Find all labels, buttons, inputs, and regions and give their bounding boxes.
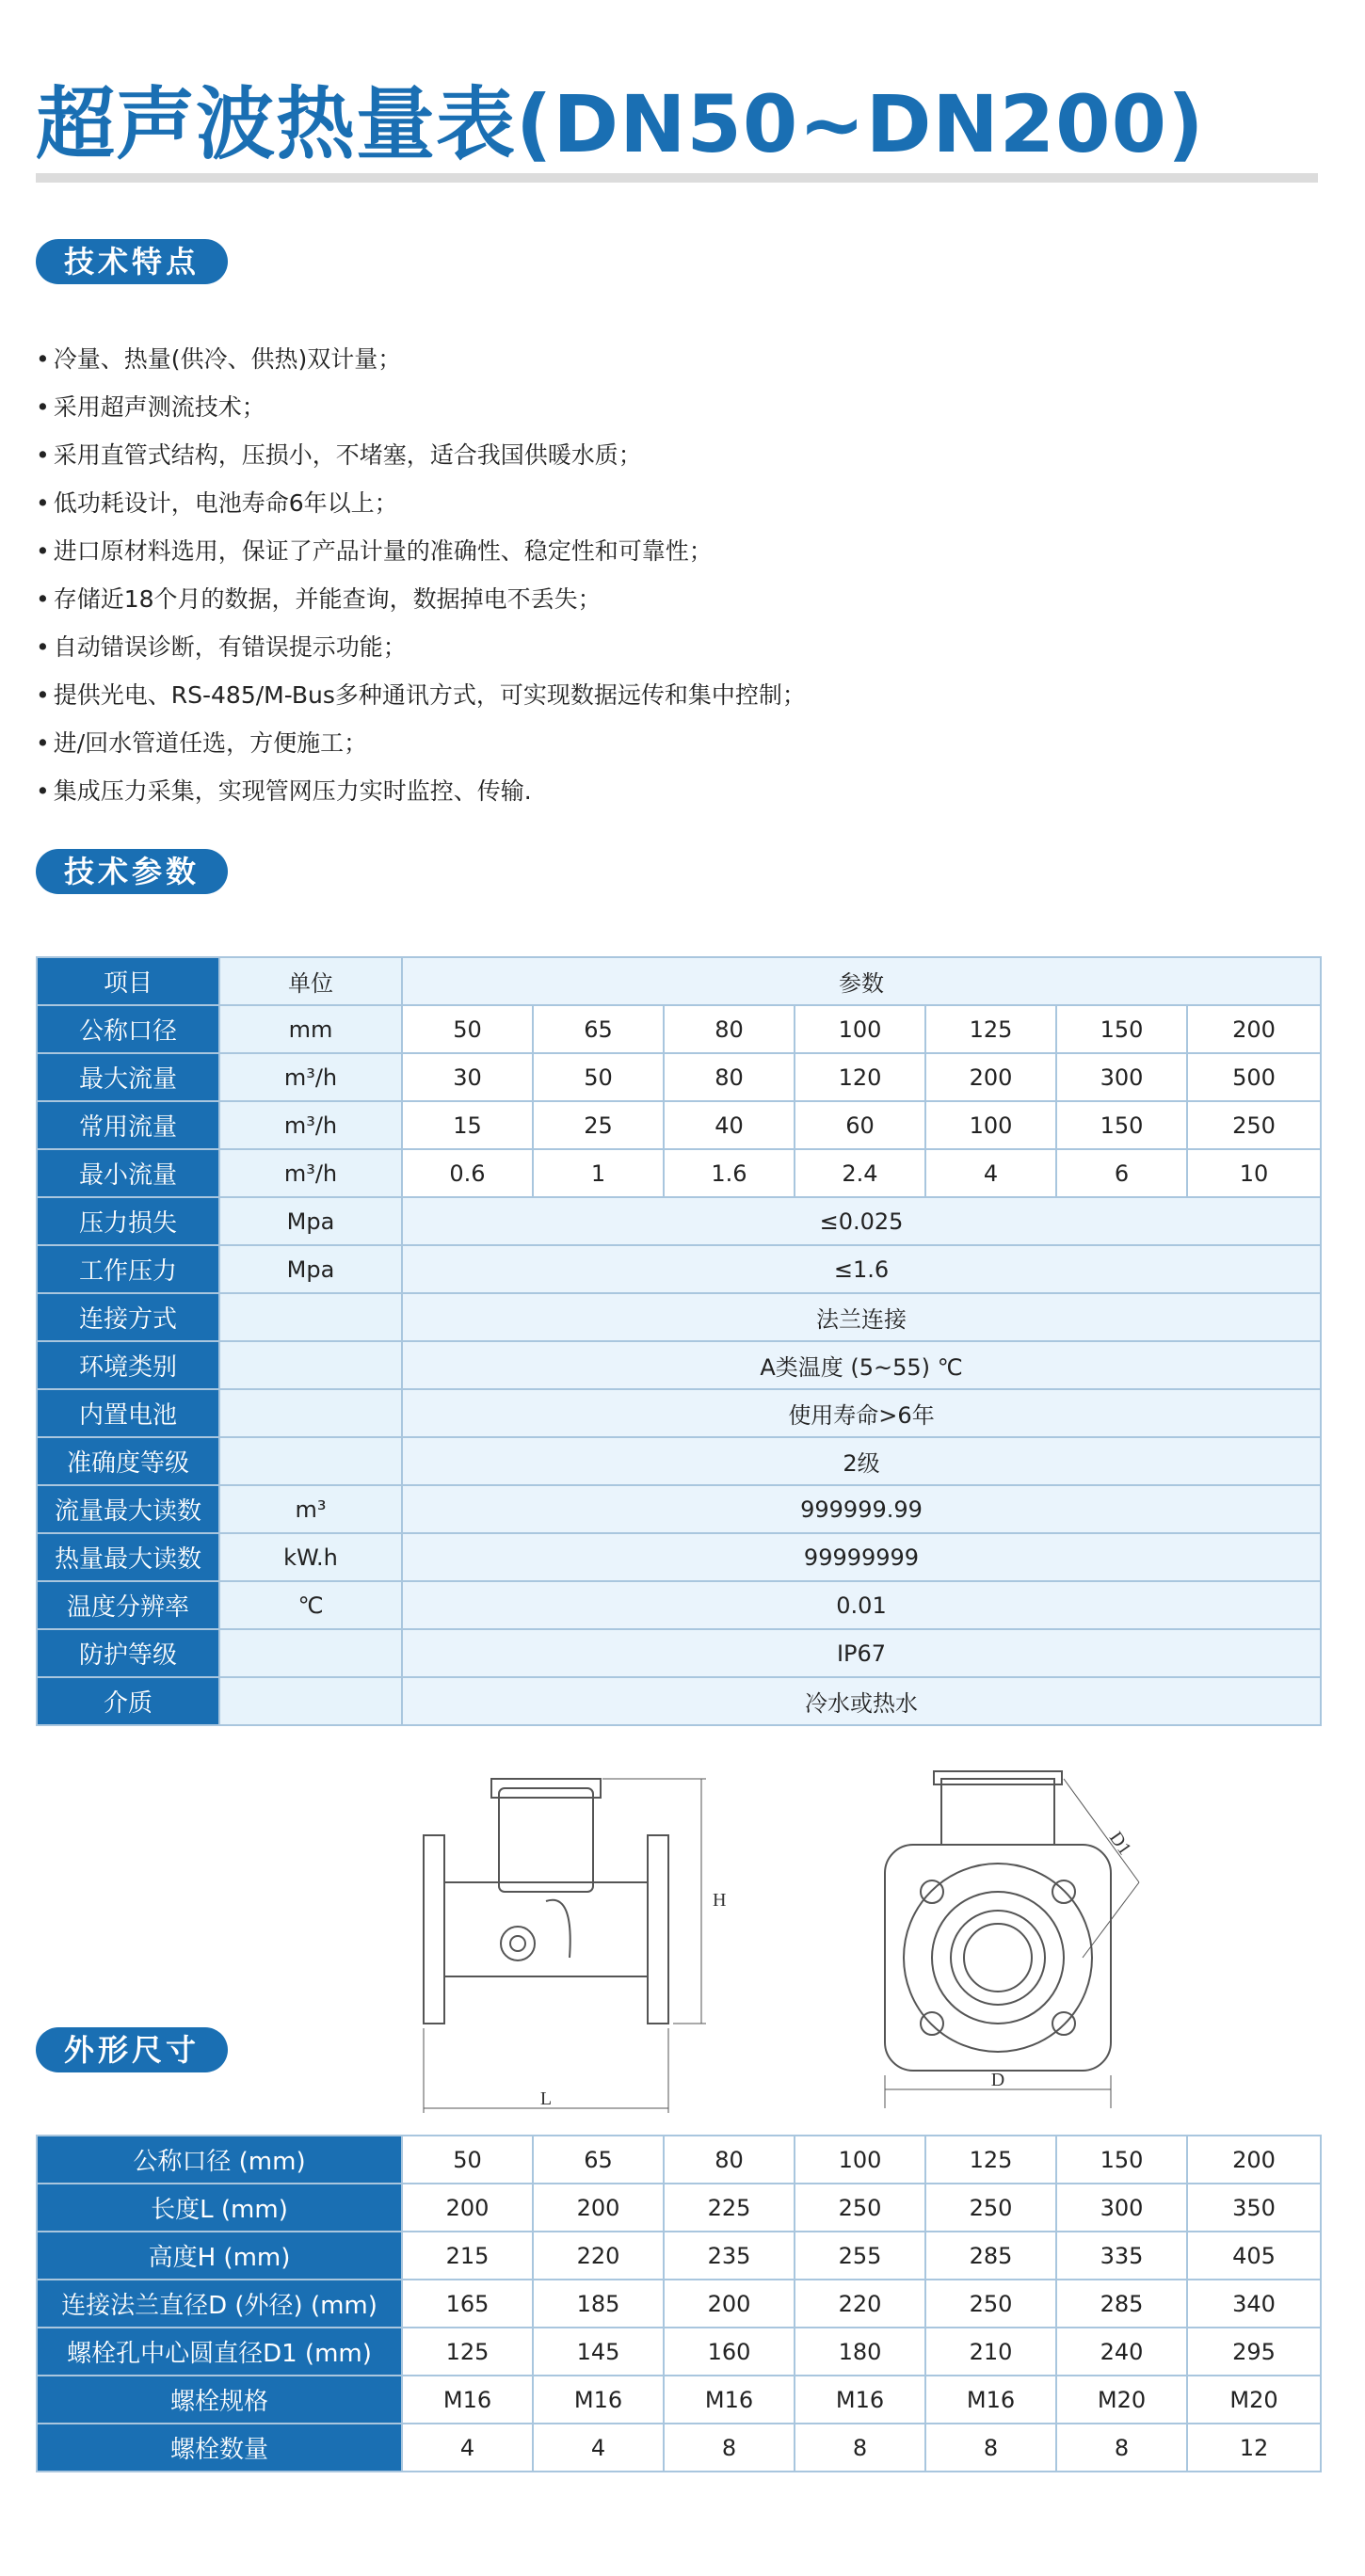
dimension-cell: 4 (402, 2424, 533, 2472)
spec-row-unit (219, 1437, 402, 1485)
dimension-cell: 210 (925, 2328, 1056, 2376)
dimension-row-name: 螺栓孔中心圆直径D1 (mm) (37, 2328, 402, 2376)
dimension-cell: 215 (402, 2232, 533, 2280)
spec-cell: 40 (664, 1101, 795, 1149)
spec-row (37, 1245, 1321, 1293)
spec-row (37, 1389, 1321, 1437)
spec-row-unit (219, 1293, 402, 1341)
dimension-cell: 335 (1056, 2232, 1187, 2280)
spec-cell: 60 (795, 1101, 925, 1149)
spec-cell: 100 (795, 1005, 925, 1053)
dimension-cell: 240 (1056, 2328, 1187, 2376)
dimension-cell: M16 (533, 2376, 664, 2424)
dimension-table (36, 2135, 1322, 2472)
spec-cell: 150 (1056, 1101, 1187, 1149)
dimension-row (37, 2184, 1321, 2232)
spec-row-unit: m³/h (219, 1149, 402, 1197)
dimension-cell: 200 (402, 2184, 533, 2232)
spec-row (37, 1485, 1321, 1533)
dimension-cell: 220 (795, 2280, 925, 2328)
feature-item: • 冷量、热量(供冷、供热)双计量； (36, 335, 806, 383)
dimension-cell: 250 (795, 2184, 925, 2232)
spec-row (37, 1053, 1321, 1101)
dimension-cell: 150 (1056, 2136, 1187, 2184)
spec-table (36, 956, 1322, 1726)
spec-header-unit: 单位 (219, 957, 402, 1005)
spec-cell: 80 (664, 1053, 795, 1101)
spec-cell: 65 (533, 1005, 664, 1053)
spec-cell: 使用寿命>6年 (402, 1389, 1321, 1437)
dimension-cell: 295 (1187, 2328, 1321, 2376)
dimension-cell: 350 (1187, 2184, 1321, 2232)
spec-cell: 2级 (402, 1437, 1321, 1485)
feature-item: • 存储近18个月的数据，并能查询，数据掉电不丢失； (36, 575, 806, 623)
dimension-cell: 200 (1187, 2136, 1321, 2184)
spec-cell: 15 (402, 1101, 533, 1149)
dimension-cell: 125 (925, 2136, 1056, 2184)
dimension-cell: M16 (402, 2376, 533, 2424)
spec-cell: A类温度 (5~55) ℃ (402, 1341, 1321, 1389)
drawing-label-D: D (990, 2070, 1005, 2090)
dimension-row (37, 2280, 1321, 2328)
spec-cell: 500 (1187, 1053, 1321, 1101)
dimension-row (37, 2376, 1321, 2424)
feature-item: • 集成压力采集，实现管网压力实时监控、传输. (36, 767, 806, 815)
spec-row-unit: m³/h (219, 1053, 402, 1101)
spec-row-unit: ℃ (219, 1581, 402, 1629)
dimension-row (37, 2328, 1321, 2376)
spec-row-name: 压力损失 (37, 1197, 219, 1245)
spec-cell: 50 (402, 1005, 533, 1053)
dimension-cell: M16 (795, 2376, 925, 2424)
spec-header-item: 项目 (37, 957, 219, 1005)
spec-cell: 125 (925, 1005, 1056, 1053)
spec-cell: ≤0.025 (402, 1197, 1321, 1245)
drawing-label-D1: D1 (1104, 1828, 1135, 1859)
dimension-cell: M20 (1187, 2376, 1321, 2424)
spec-row-name: 介质 (37, 1677, 219, 1725)
spec-row-unit (219, 1677, 402, 1725)
spec-row-unit (219, 1629, 402, 1677)
spec-row (37, 1149, 1321, 1197)
spec-cell: 50 (533, 1053, 664, 1101)
feature-item: • 采用超声测流技术； (36, 383, 806, 431)
spec-cell: 冷水或热水 (402, 1677, 1321, 1725)
dimension-row (37, 2136, 1321, 2184)
dimension-cell: 12 (1187, 2424, 1321, 2472)
section-params-heading: 技术参数 (36, 849, 228, 894)
spec-cell: 200 (925, 1053, 1056, 1101)
spec-row-name: 最大流量 (37, 1053, 219, 1101)
dimension-cell: 8 (1056, 2424, 1187, 2472)
dimension-cell: 100 (795, 2136, 925, 2184)
feature-list (36, 335, 806, 815)
dimension-cell: M16 (925, 2376, 1056, 2424)
section-features-heading: 技术特点 (36, 239, 228, 284)
feature-item: • 提供光电、RS-485/M-Bus多种通讯方式，可实现数据远传和集中控制； (36, 671, 806, 719)
spec-row-name: 内置电池 (37, 1389, 219, 1437)
dimension-cell: 225 (664, 2184, 795, 2232)
dimension-row-name: 长度L (mm) (37, 2184, 402, 2232)
dimension-cell: 185 (533, 2280, 664, 2328)
spec-row-unit: Mpa (219, 1197, 402, 1245)
dimension-cell: 180 (795, 2328, 925, 2376)
dimension-cell: M16 (664, 2376, 795, 2424)
dimension-cell: 8 (795, 2424, 925, 2472)
drawing-label-H: H (713, 1890, 727, 1911)
dimension-cell: 285 (925, 2232, 1056, 2280)
spec-cell: 1 (533, 1149, 664, 1197)
spec-row (37, 1629, 1321, 1677)
feature-item: • 进/回水管道任选，方便施工； (36, 719, 806, 767)
dimension-cell: 235 (664, 2232, 795, 2280)
spec-row-name: 常用流量 (37, 1101, 219, 1149)
spec-row (37, 1533, 1321, 1581)
section-dimensions-heading: 外形尺寸 (36, 2027, 228, 2072)
spec-row-name: 连接方式 (37, 1293, 219, 1341)
spec-cell: 法兰连接 (402, 1293, 1321, 1341)
spec-cell: 10 (1187, 1149, 1321, 1197)
dimension-cell: 200 (533, 2184, 664, 2232)
dimension-cell: 255 (795, 2232, 925, 2280)
dimension-row-name: 螺栓规格 (37, 2376, 402, 2424)
feature-item: • 采用直管式结构，压损小，不堵塞，适合我国供暖水质； (36, 431, 806, 479)
dimension-cell: 300 (1056, 2184, 1187, 2232)
spec-row-name: 最小流量 (37, 1149, 219, 1197)
page-title: 超声波热量表(DN50~DN200) (36, 78, 1205, 170)
spec-row-name: 流量最大读数 (37, 1485, 219, 1533)
spec-row (37, 1341, 1321, 1389)
spec-cell: 30 (402, 1053, 533, 1101)
spec-row-unit: mm (219, 1005, 402, 1053)
spec-cell: IP67 (402, 1629, 1321, 1677)
dimension-cell: 65 (533, 2136, 664, 2184)
spec-cell: 80 (664, 1005, 795, 1053)
dimension-row-name: 公称口径 (mm) (37, 2136, 402, 2184)
spec-row-unit: Mpa (219, 1245, 402, 1293)
spec-row (37, 1005, 1321, 1053)
spec-row-unit: m³ (219, 1485, 402, 1533)
spec-row-name: 公称口径 (37, 1005, 219, 1053)
spec-cell: 300 (1056, 1053, 1187, 1101)
dimension-cell: 125 (402, 2328, 533, 2376)
dimension-cell: 250 (925, 2280, 1056, 2328)
spec-row-unit: kW.h (219, 1533, 402, 1581)
dimension-cell: 8 (925, 2424, 1056, 2472)
feature-item: • 进口原材料选用，保证了产品计量的准确性、稳定性和可靠性； (36, 527, 806, 575)
spec-cell: 4 (925, 1149, 1056, 1197)
dimension-row-name: 连接法兰直径D (外径) (mm) (37, 2280, 402, 2328)
spec-header-row (37, 957, 1321, 1005)
dimension-cell: 50 (402, 2136, 533, 2184)
dimension-cell: 250 (925, 2184, 1056, 2232)
spec-row (37, 1581, 1321, 1629)
dimension-drawing (405, 1769, 1148, 2127)
spec-row (37, 1677, 1321, 1725)
spec-row-unit: m³/h (219, 1101, 402, 1149)
spec-cell: 0.6 (402, 1149, 533, 1197)
dimension-cell: 340 (1187, 2280, 1321, 2328)
spec-cell: 99999999 (402, 1533, 1321, 1581)
spec-cell: 200 (1187, 1005, 1321, 1053)
spec-cell: 250 (1187, 1101, 1321, 1149)
spec-cell: 150 (1056, 1005, 1187, 1053)
spec-row-name: 工作压力 (37, 1245, 219, 1293)
spec-cell: 999999.99 (402, 1485, 1321, 1533)
spec-row (37, 1101, 1321, 1149)
dimension-cell: 160 (664, 2328, 795, 2376)
spec-cell: 100 (925, 1101, 1056, 1149)
dimension-row-name: 高度H (mm) (37, 2232, 402, 2280)
dimension-row (37, 2232, 1321, 2280)
dimension-cell: 285 (1056, 2280, 1187, 2328)
feature-item: • 低功耗设计，电池寿命6年以上； (36, 479, 806, 527)
spec-cell: 25 (533, 1101, 664, 1149)
spec-cell: 2.4 (795, 1149, 925, 1197)
dimension-cell: 220 (533, 2232, 664, 2280)
dimension-cell: M20 (1056, 2376, 1187, 2424)
dimension-cell: 80 (664, 2136, 795, 2184)
dimension-row (37, 2424, 1321, 2472)
spec-row (37, 1437, 1321, 1485)
spec-cell: 120 (795, 1053, 925, 1101)
drawing-label-L: L (539, 2088, 553, 2109)
spec-row-name: 环境类别 (37, 1341, 219, 1389)
title-divider (36, 173, 1318, 183)
spec-row-unit (219, 1389, 402, 1437)
spec-cell: 6 (1056, 1149, 1187, 1197)
spec-row-name: 温度分辨率 (37, 1581, 219, 1629)
spec-cell: 0.01 (402, 1581, 1321, 1629)
spec-row (37, 1197, 1321, 1245)
spec-row (37, 1293, 1321, 1341)
spec-row-name: 热量最大读数 (37, 1533, 219, 1581)
feature-item: • 自动错误诊断，有错误提示功能； (36, 623, 806, 671)
dimension-cell: 200 (664, 2280, 795, 2328)
dimension-row-name: 螺栓数量 (37, 2424, 402, 2472)
dimension-cell: 145 (533, 2328, 664, 2376)
spec-row-unit (219, 1341, 402, 1389)
dimension-cell: 165 (402, 2280, 533, 2328)
spec-cell: 1.6 (664, 1149, 795, 1197)
spec-row-name: 准确度等级 (37, 1437, 219, 1485)
spec-cell: ≤1.6 (402, 1245, 1321, 1293)
spec-row-name: 防护等级 (37, 1629, 219, 1677)
dimension-cell: 4 (533, 2424, 664, 2472)
dimension-cell: 8 (664, 2424, 795, 2472)
dimension-cell: 405 (1187, 2232, 1321, 2280)
spec-header-params: 参数 (402, 957, 1321, 1005)
